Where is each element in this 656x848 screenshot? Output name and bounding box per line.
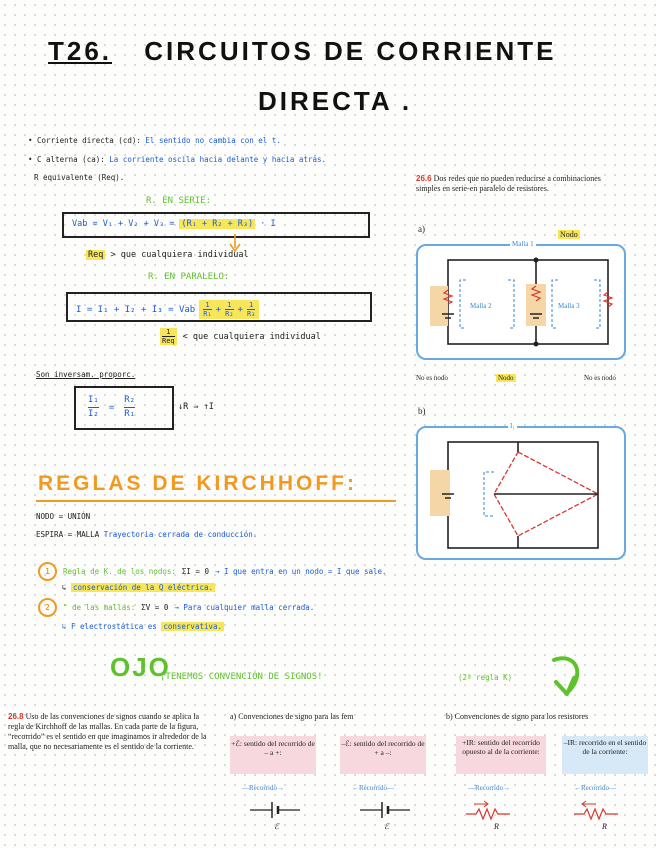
series-compare: Req > que cualquiera individual — [88, 250, 249, 260]
nodo-bottom: Nodo — [498, 374, 514, 382]
no-es-nodo-right: No es nodo — [584, 374, 616, 382]
parallel-formula-box: I = I₁ + I₂ + I₃ = Vab 1 R₁ + 1 R₂ + 1 R₃ — [66, 292, 372, 322]
ojo-sub: (2ª regla K) — [458, 673, 513, 682]
def-cd: • Corriente directa (cd): El sentido no cambia con el t. — [28, 136, 281, 145]
fig268-b-title: b) Convenciones de signo para los resistores — [446, 712, 589, 721]
fig266-panel-b — [416, 422, 626, 560]
no-es-nodo-left: No es nodo — [416, 374, 448, 382]
rule1: 1 Regla de K. de los nodos: ΣI = 0 → I que entra en un nodo = I que sale. — [38, 562, 387, 581]
kirchhoff-underline — [36, 500, 396, 502]
convention-ir-minus: –IR: recorrido en el sentido de la corriente: — [562, 736, 648, 774]
convention-ir-plus: +IR: sentido del recorrido opuesto al de la corriente: — [456, 736, 546, 774]
recorrido-4: ←Recorrido— — [574, 784, 616, 792]
page-title-line2: DIRECTA . — [258, 86, 413, 116]
def-req: R equivalente (Req). — [34, 173, 125, 182]
fig268-symbols — [230, 796, 650, 836]
inverse-label: Son inversam. proporc. — [36, 370, 136, 379]
resistor-symbol-2: R — [602, 822, 607, 831]
rule1-sub: ↳ conservación de la Q eléctrica. — [62, 583, 214, 592]
inverse-box: $\frac{\text{I₁}}{\text{I₂}}$ = $\frac{\text{R₂}}{\text{R₁}}$ — [74, 386, 174, 430]
parallel-heading: R. EN PARALELO: — [148, 272, 230, 282]
ojo-word: OJO — [110, 652, 171, 682]
recorrido-2: ←Recorrido— — [352, 784, 394, 792]
rule2: 2 " de las mallas: ΣV = 0 → Para cualquier malla cerrada. — [38, 598, 314, 617]
kirchhoff-heading: REGLAS DE KIRCHHOFF: — [38, 472, 357, 495]
emf-symbol-2: ℰ — [384, 822, 389, 831]
fig266-b-label: b) — [418, 406, 426, 416]
curved-arrow-icon — [542, 652, 588, 700]
page-title: T26. CIRCUITOS DE CORRIENTE — [48, 36, 557, 66]
ojo-text: ¡TENEMOS CONVENCIÓN DE SIGNOS! — [160, 672, 323, 682]
convention-emf-plus: +ℰ: sentido del recorrido de – a +: — [230, 736, 316, 774]
kirchhoff-nodo: NODO = UNIÓN — [36, 512, 91, 521]
def-ca: • C alterna (ca): La corriente oscila hacia delante y hacia atrás. — [28, 155, 327, 164]
recorrido-1: —Recorrido→ — [242, 784, 284, 792]
malla3-label: Malla 3 — [558, 302, 580, 310]
series-heading: R. EN SERIE: — [146, 196, 212, 206]
fig268-caption: 26.8 Uso de las convenciones de signos cuando se aplica la regla de Kirchhoff de las mallas. En cada parte de la figura, “recorrido” es el sentido en que imaginamos ir alrededor de la malla, que no necesariamente es el sentido de la corriente. — [8, 712, 207, 751]
emf-symbol-1: ℰ — [274, 822, 279, 831]
inverse-arrow: ↓R ⇒ ↑I — [178, 402, 214, 412]
recorrido-3: —Recorrido→ — [468, 784, 510, 792]
fig266-nodo-top: Nodo — [560, 230, 578, 239]
malla2-label: Malla 2 — [470, 302, 492, 310]
rule2-sub: ↳ F electrostática es conservativa. — [62, 622, 223, 631]
fig266-b-current: I₁ — [510, 422, 515, 430]
fig266-a-label: a) — [418, 224, 425, 234]
parallel-compare: 1 Req < que cualquiera individual — [162, 328, 321, 345]
kirchhoff-espira: ESPIRA = MALLA Trayectoria cerrada de conducción. — [36, 530, 258, 539]
convention-emf-minus: –ℰ: sentido del recorrido de + a –: — [340, 736, 426, 774]
malla1-label: Malla 1 — [512, 240, 534, 248]
resistor-symbol-1: R — [494, 822, 499, 831]
fig266-panel-a — [416, 240, 626, 360]
fig268-a-title: a) Convenciones de signo para las fem — [230, 712, 354, 721]
series-formula-box: Vab = V₁ + V₂ + V₃ = (R₁ + R₂ + R₃) · I — [62, 212, 370, 238]
fig266-caption: 26.6 Dos redes que no pueden reducirse a combinaciones simples en serie-en paralelo de resistores. — [416, 174, 601, 193]
